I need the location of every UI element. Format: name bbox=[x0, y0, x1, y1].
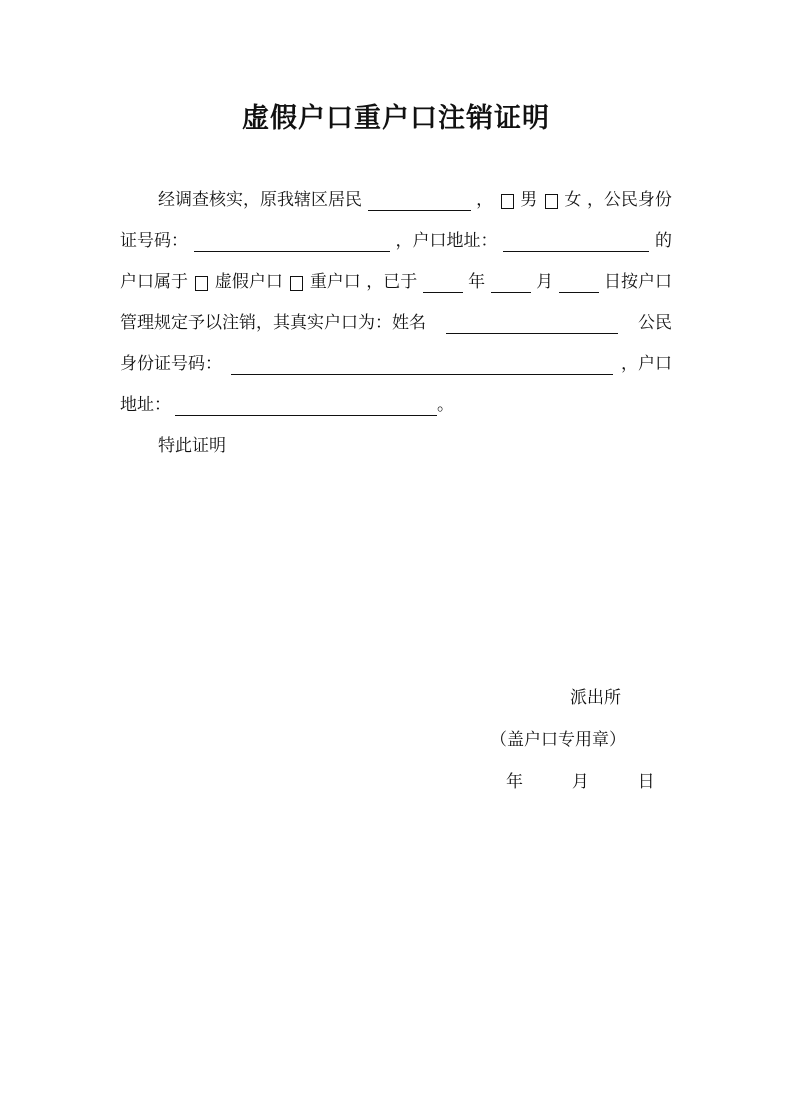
fake-registration-label: 虚假户口 bbox=[214, 272, 283, 292]
document-title: 虚假户口重户口注销证明 bbox=[242, 103, 550, 134]
seal-note: （盖户口专用章） bbox=[490, 730, 626, 750]
cancel-month-blank[interactable] bbox=[491, 273, 531, 293]
signature-year-label: 年 bbox=[506, 772, 523, 792]
cancel-year-blank[interactable] bbox=[423, 273, 463, 293]
day-label: 日按户口 bbox=[603, 272, 672, 292]
comma-text: ， bbox=[476, 190, 494, 210]
body-line-7 bbox=[120, 426, 672, 467]
household-text: ，户口 bbox=[621, 354, 672, 374]
real-id-label: 身份证号码： bbox=[120, 354, 222, 374]
real-address-label: 地址： bbox=[120, 395, 171, 415]
address-blank[interactable] bbox=[503, 232, 649, 252]
body-line-1 bbox=[120, 180, 672, 221]
body-line-5 bbox=[120, 344, 672, 385]
already-text: ，已于 bbox=[366, 272, 418, 292]
male-label: 男 bbox=[520, 190, 538, 210]
belongs-text: 户口属于 bbox=[120, 272, 188, 292]
body-line-4 bbox=[120, 303, 672, 344]
female-label: 女 bbox=[564, 190, 582, 210]
signature-day-label: 日 bbox=[637, 772, 655, 792]
intro-text: 经调查核实，原我辖区居民 bbox=[158, 190, 362, 210]
certificate-body bbox=[120, 180, 672, 467]
body-line-6 bbox=[120, 385, 672, 426]
resident-name-blank[interactable] bbox=[368, 191, 471, 211]
real-address-blank[interactable] bbox=[175, 396, 437, 416]
month-label: 月 bbox=[536, 272, 554, 292]
signature-date bbox=[506, 772, 655, 792]
period-text: 。 bbox=[437, 395, 454, 415]
fake-registration-checkbox[interactable] bbox=[195, 276, 208, 291]
citizen-text: 公民 bbox=[638, 313, 672, 333]
real-id-blank[interactable] bbox=[231, 355, 613, 375]
real-name-blank[interactable] bbox=[446, 314, 618, 334]
duplicate-registration-label: 重户口 bbox=[309, 272, 361, 292]
real-name-label: 管理规定予以注销，其真实户口为：姓名 bbox=[120, 313, 426, 333]
body-line-2 bbox=[120, 221, 672, 262]
id-number-label: 证号码： bbox=[120, 231, 188, 251]
male-checkbox[interactable] bbox=[501, 194, 514, 209]
id-number-blank[interactable] bbox=[194, 232, 390, 252]
body-line-3 bbox=[120, 262, 672, 303]
address-label: ，户口地址： bbox=[395, 231, 498, 251]
year-label: 年 bbox=[468, 272, 486, 292]
id-lead-text: ，公民身份 bbox=[586, 190, 672, 210]
possessive-text: 的 bbox=[655, 231, 672, 251]
duplicate-registration-checkbox[interactable] bbox=[290, 276, 303, 291]
cancel-day-blank[interactable] bbox=[559, 273, 599, 293]
signature-month-label: 月 bbox=[571, 772, 589, 792]
closing-text: 特此证明 bbox=[158, 436, 226, 456]
female-checkbox[interactable] bbox=[545, 194, 558, 209]
police-station-label: 派出所 bbox=[570, 688, 621, 708]
